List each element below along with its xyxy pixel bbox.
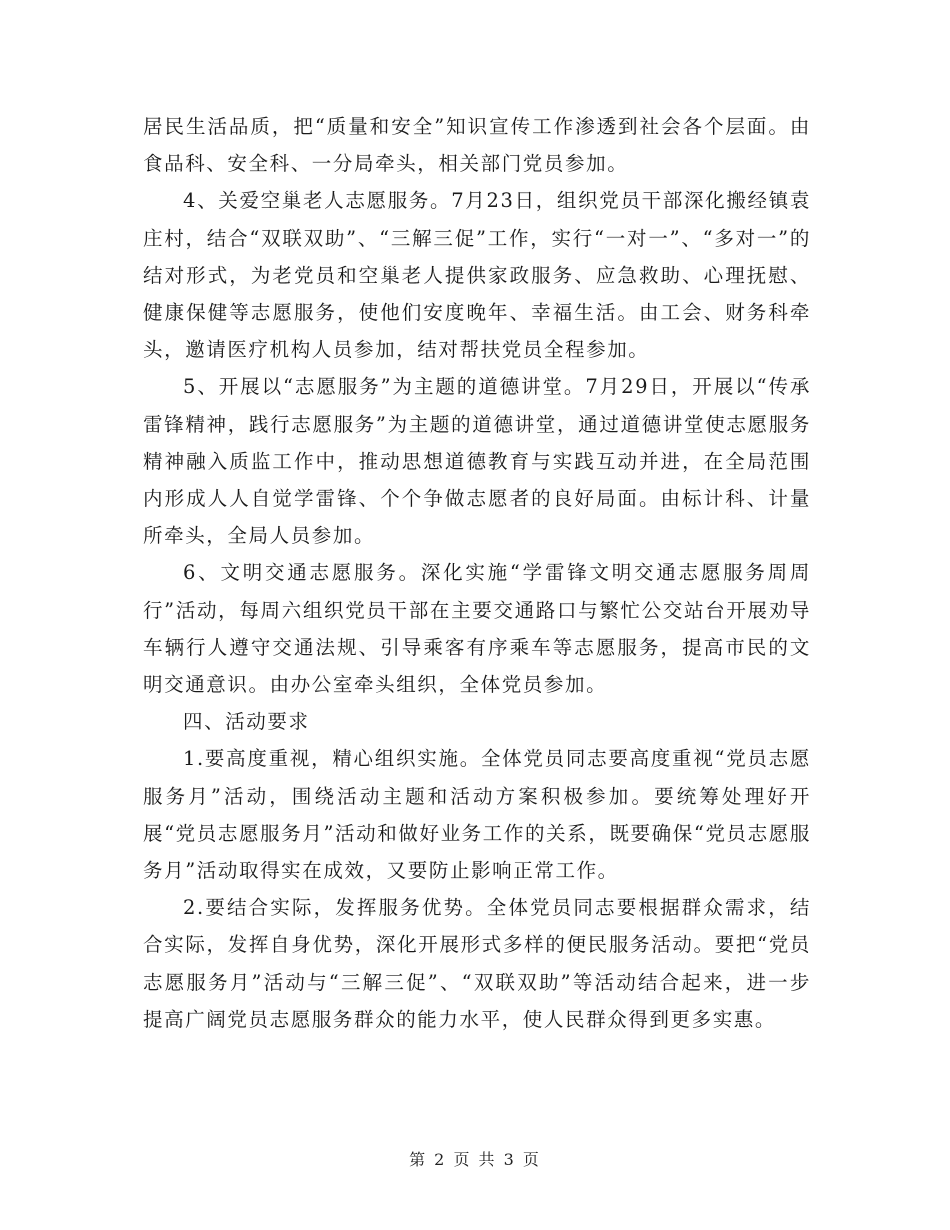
paragraph-continuation: 居民生活品质，把“质量和安全”知识宣传工作渗透到社会各个层面。由食品科、安全科、一分局牵头，相关部门党员参加。 — [143, 115, 811, 176]
paragraph-requirement-2: 2.要结合实际，发挥服务优势。全体党员同志要根据群众需求，结合实际，发挥自身优势，深化开展形式多样的便民服务活动。要把“党员志愿服务月”活动与“三解三促”、“双联双助”等活动结合起来，进一步提高广阔党员志愿服务群众的能力水平，使人民群众得到更多实惠。 — [143, 896, 811, 1031]
paragraph-item-6-traffic-service: 6、文明交通志愿服务。深化实施“学雷锋文明交通志愿服务周周行”活动，每周六组织党员干部在主要交通路口与繁忙公交站台开展劝导车辆行人遵守交通法规、引导乘客有序乘车等志愿服务，提高市民的文明交通意识。由办公室牵头组织，全体党员参加。 — [143, 561, 811, 697]
paragraph-requirement-1: 1.要高度重视，精心组织实施。全体党员同志要高度重视“党员志愿服务月”活动，围绕活动主题和活动方案积极参加。要统筹处理好开展“党员志愿服务月”活动和做好业务工作的关系，既要确保“党员志愿服务月”活动取得实在成效，又要防止影响正常工作。 — [143, 747, 811, 883]
paragraph-item-5-moral-lecture: 5、开展以“志愿服务”为主题的道德讲堂。7月29日，开展以“传承雷锋精神，践行志愿服务”为主题的道德讲堂，通过道德讲堂使志愿服务精神融入质监工作中，推动思想道德教育与实践互动并进，在全局范围内形成人人自觉学雷锋、个个争做志愿者的良好局面。由标计科、计量所牵头，全局人员参加。 — [143, 375, 811, 548]
paragraph-item-4-elderly-service: 4、关爱空巢老人志愿服务。7月23日，组织党员干部深化搬经镇袁庄村，结合“双联双助”、“三解三促”工作，实行“一对一”、“多对一”的结对形式，为老党员和空巢老人提供家政服务、应急救助、心理抚慰、健康保健等志愿服务，使他们安度晚年、幸福生活。由工会、财务科牵头，邀请医疗机构人员参加，结对帮扶党员全程参加。 — [143, 189, 811, 362]
document-body — [143, 108, 811, 1038]
page-number-footer: 第 2 页 共 3 页 — [409, 1150, 541, 1169]
section-heading-requirements: 四、活动要求 — [183, 710, 310, 734]
